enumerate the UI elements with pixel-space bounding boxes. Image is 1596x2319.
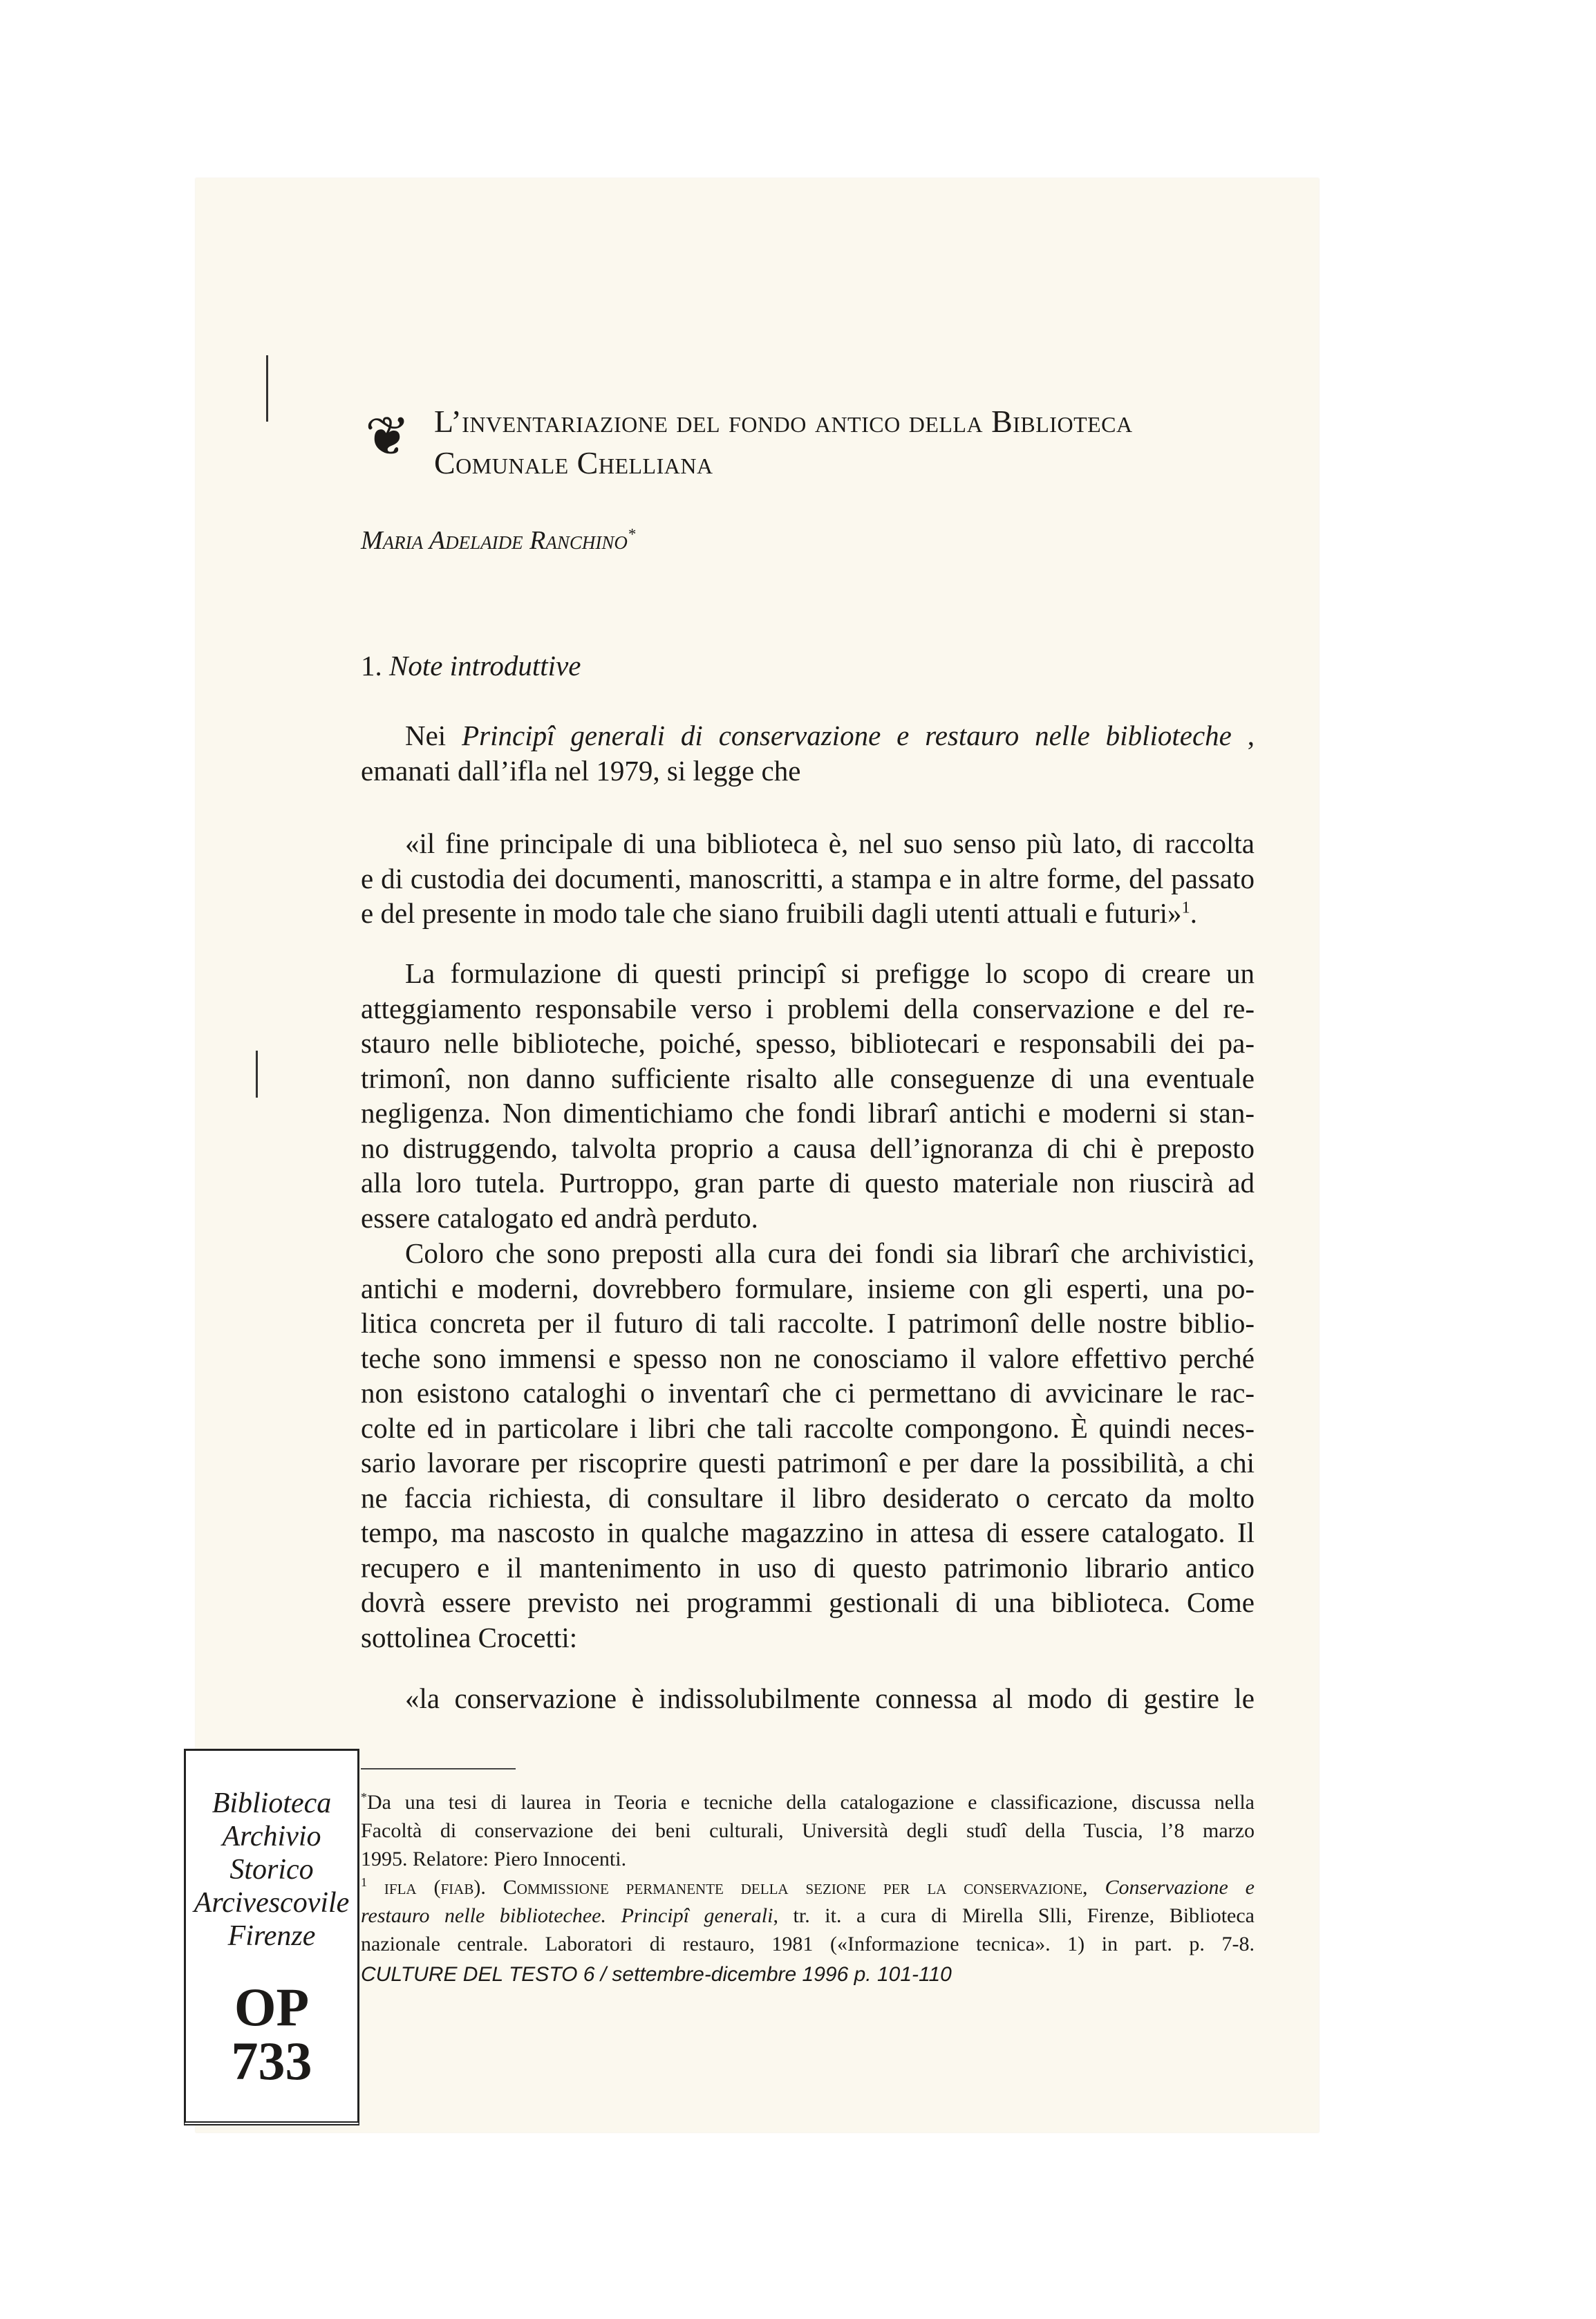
shelf-number: 733 bbox=[231, 2031, 312, 2091]
author bbox=[361, 525, 635, 556]
footnote-line: Facoltà di conservazione dei beni culturali, Università degli studî della Tuscia, l’8 marzo bbox=[361, 1819, 1255, 1842]
margin-mark bbox=[256, 1051, 258, 1098]
text-line: «il fine principale di una biblioteca è, nel suo senso più lato, di raccolta bbox=[405, 827, 1255, 859]
paragraph-3 bbox=[361, 1236, 1255, 1655]
author-footnote-mark: * bbox=[627, 525, 636, 543]
label-line: Archivio bbox=[222, 1821, 321, 1852]
footnotes bbox=[361, 1788, 1255, 1958]
footnote-rule bbox=[361, 1768, 516, 1769]
library-shelf-label bbox=[184, 1749, 359, 2125]
text-line: «la conservazione è indissolubilmente connessa al modo di gestire le bbox=[405, 1682, 1255, 1714]
label-line: Biblioteca bbox=[212, 1787, 332, 1819]
text-line: dovrà essere previsto nei programmi gestionali di una biblioteca. Come bbox=[361, 1586, 1255, 1618]
label-line: Arcivescovile bbox=[194, 1887, 350, 1919]
text-line: tempo, ma nascosto in qualche magazzino in attesa di essere catalogato. Il bbox=[361, 1517, 1255, 1548]
title-line-1: L’inventariazione del fondo antico della Biblioteca bbox=[434, 404, 1133, 439]
text-line: negligenza. Non dimentichiamo che fondi librarî antichi e moderni si stan- bbox=[361, 1097, 1255, 1129]
text-line: antichi e moderni, dovrebbero formulare, insieme con gli esperti, una po- bbox=[361, 1272, 1255, 1304]
text-line: colte ed in particolare i libri che tali raccolte compongono. È quindi neces- bbox=[361, 1411, 1255, 1444]
text-line: alla loro tutela. Purtroppo, gran parte di questo materiale non riuscirà ad bbox=[361, 1167, 1255, 1199]
section-number: 1. bbox=[361, 650, 382, 682]
footnote-line: 1995. Relatore: Piero Innocenti. bbox=[361, 1848, 627, 1870]
paragraph-2 bbox=[361, 956, 1255, 1235]
text-line: La formulazione di questi principî si prefigge lo scopo di creare un bbox=[405, 957, 1255, 989]
text-line: teche sono immensi e spesso non ne conosciamo il valore effettivo perché bbox=[361, 1342, 1255, 1374]
text-line: e di custodia dei documenti, manoscritti, a stampa e in altre forme, del passato bbox=[361, 862, 1255, 894]
text-line: trimonî, non danno sufficiente risalto alle conseguenze di una eventuale bbox=[361, 1062, 1255, 1094]
author-name: Maria Adelaide Ranchino bbox=[361, 526, 628, 555]
quote-2 bbox=[361, 1681, 1255, 1716]
footnote-line: $^1$ ifla (fiab). Commissione permanente della sezione per la conservazione, Conservazione e bbox=[361, 1875, 1255, 1899]
footnote-line: restauro nelle bibliotechee. Principî generali, tr. it. a cura di Mirella Slli, Firenze, Biblioteca bbox=[361, 1904, 1255, 1927]
footnote-line: *Da una tesi di laurea in Teoria e tecniche della catalogazione e classificazione, discussa nella bbox=[361, 1790, 1255, 1814]
label-line: Firenze bbox=[227, 1920, 316, 1952]
shelf-prefix: OP bbox=[234, 1977, 310, 2037]
text-line: atteggiamento responsabile verso i problemi della conservazione e del re- bbox=[361, 992, 1255, 1024]
title-line-2: Comunale Chelliana bbox=[434, 445, 713, 480]
footnote-ref: 1 bbox=[1181, 898, 1190, 917]
text-line: emanati dall’ifla nel 1979, si legge che bbox=[361, 754, 801, 787]
text-line: sottolinea Crocetti: bbox=[361, 1621, 578, 1653]
text-line: sario lavorare per riscoprire questi patrimonî e per dare la possibilità, a chi bbox=[361, 1447, 1255, 1478]
text-line: Coloro che sono preposti alla cura dei fondi sia librarî che archivistici, bbox=[405, 1237, 1255, 1269]
footnote-line: nazionale centrale. Laboratori di restauro, 1981 («Informazione tecnica». 1) in part. p. 7-8. bbox=[361, 1933, 1255, 1955]
margin-mark bbox=[266, 355, 268, 422]
text-line: e del presente in modo tale che siano fruibili dagli utenti attuali e futuri»$^1$. bbox=[361, 897, 1198, 929]
paragraph-1 bbox=[361, 718, 1255, 788]
label-line: Storico bbox=[229, 1854, 314, 1886]
text-line: ne faccia richiesta, di consultare il libro desiderato o cercato da molto bbox=[361, 1481, 1255, 1514]
quote-1 bbox=[361, 826, 1255, 931]
section-title: Note introduttive bbox=[389, 650, 581, 682]
journal-citation: CULTURE DEL TESTO 6 / settembre-dicembre 1996 p. 101-110 bbox=[361, 1963, 952, 1986]
text-line: Nei Principî generali di conservazione e restauro nelle biblioteche , bbox=[405, 720, 1255, 751]
text-line: recupero e il mantenimento in uso di questo patrimonio librario antico bbox=[361, 1551, 1255, 1584]
fleuron-icon: ❦ bbox=[365, 406, 411, 467]
text-line: no distruggendo, talvolta proprio a causa dell’ignoranza di chi è preposto bbox=[361, 1132, 1255, 1164]
section-heading bbox=[361, 648, 581, 683]
article-title bbox=[434, 401, 1257, 484]
text-line: essere catalogato ed andrà perduto. bbox=[361, 1201, 758, 1234]
text-line: litica concreta per il futuro di tali raccolte. I patrimonî delle nostre biblio- bbox=[361, 1307, 1255, 1339]
text-line: stauro nelle biblioteche, poiché, spesso, bibliotecari e responsabili dei pa- bbox=[361, 1027, 1255, 1059]
text-line: non esistono cataloghi o inventarî che ci permettano di avvicinare le rac- bbox=[361, 1377, 1255, 1409]
